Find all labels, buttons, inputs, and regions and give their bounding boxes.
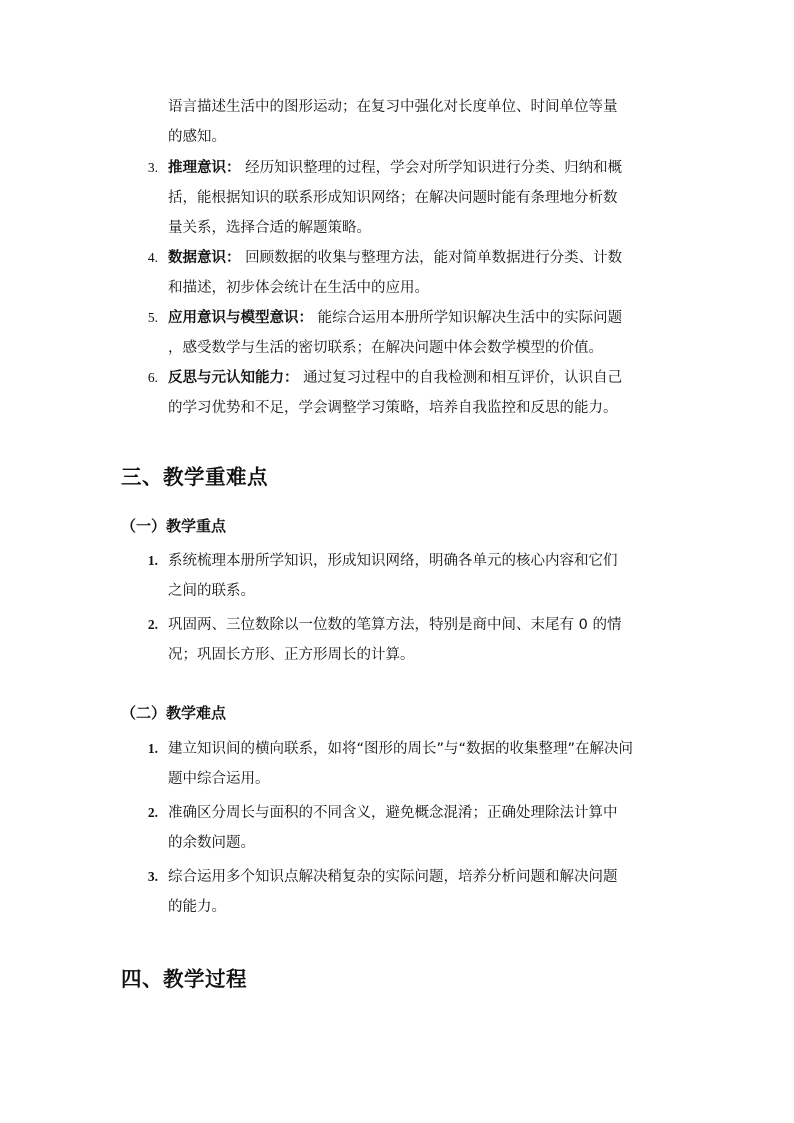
goal-item-4: [0, 243, 794, 303]
goal-item-3: [0, 153, 794, 243]
difficult-point-text: 题中综合运用。: [168, 771, 270, 787]
section-heading-3: 三、教学重难点: [121, 465, 268, 489]
difficult-point-number: 2.: [147, 805, 158, 820]
intro-item: [0, 92, 794, 152]
key-point-text: 系统梳理本册所学知识，形成知识网络，明确各单元的核心内容和它们: [168, 553, 618, 569]
goal-text: 经历知识整理的过程，学会对所学知识进行分类、归纳和概: [240, 160, 623, 176]
difficult-point-number: 3.: [147, 869, 158, 884]
goal-number: 6.: [147, 370, 158, 385]
difficult-point-text: 建立知识间的横向联系，如将“图形的周长”与“数据的收集整理”在解决问: [168, 741, 634, 757]
subheading-difficult-points: （二）教学难点: [121, 704, 227, 722]
difficult-point-item: [0, 798, 794, 858]
goal-text: 括，能根据知识的联系形成知识网络；在解决问题时能有条理地分析数: [168, 190, 618, 206]
goal-number: 4.: [147, 250, 158, 265]
key-point-text: 巩固两、三位数除以一位数的笔算方法，特别是商中间、末尾有 0 的情: [168, 617, 622, 633]
key-point-text: 之间的联系。: [168, 583, 255, 599]
goal-item-5: [0, 303, 794, 363]
difficult-points-list: [0, 734, 794, 922]
goal-text: 的学习优势和不足，学会调整学习策略，培养自我监控和反思的能力。: [168, 400, 618, 416]
goal-text: 能综合运用本册所学知识解决生活中的实际问题: [313, 310, 623, 326]
goal-item-6: [0, 363, 794, 423]
key-points-list: [0, 546, 794, 670]
intro-line-2: 的感知。: [168, 129, 226, 145]
key-point-text: 况；巩固长方形、正方形周长的计算。: [168, 647, 415, 663]
key-point-number: 2.: [147, 617, 158, 632]
subheading-key-points: （一）教学重点: [121, 517, 227, 535]
key-point-item: [0, 610, 794, 670]
goal-title: 推理意识：: [168, 160, 241, 176]
goal-text: 通过复习过程中的自我检测和相互评价，认识自己: [298, 370, 623, 386]
goal-text: ，感受数学与生活的密切联系；在解决问题中体会数学模型的价值。: [168, 340, 603, 356]
difficult-point-text: 综合运用多个知识点解决稍复杂的实际问题，培养分析问题和解决问题: [168, 869, 618, 885]
goal-text: 回顾数据的收集与整理方法，能对简单数据进行分类、计数: [240, 250, 623, 266]
difficult-point-text: 的余数问题。: [168, 835, 255, 851]
difficult-point-number: 1.: [147, 741, 158, 756]
section-heading-4: 四、教学过程: [121, 967, 247, 991]
goal-title: 应用意识与模型意识：: [168, 310, 313, 326]
goal-text: 和描述，初步体会统计在生活中的应用。: [168, 280, 429, 296]
difficult-point-item: [0, 734, 794, 794]
goal-number: 5.: [147, 310, 158, 325]
intro-line-1: 语言描述生活中的图形运动；在复习中强化对长度单位、时间单位等量: [168, 99, 618, 115]
goal-number: 3.: [147, 160, 158, 175]
difficult-point-item: [0, 862, 794, 922]
goals-list: [0, 153, 794, 423]
goal-title: 反思与元认知能力：: [168, 370, 299, 386]
goal-title: 数据意识：: [168, 250, 241, 266]
goal-text: 量关系，选择合适的解题策略。: [168, 220, 371, 236]
key-point-number: 1.: [147, 553, 158, 568]
difficult-point-text: 准确区分周长与面积的不同含义，避免概念混淆；正确处理除法计算中: [168, 805, 618, 821]
difficult-point-text: 的能力。: [168, 899, 226, 915]
key-point-item: [0, 546, 794, 606]
intro-paragraph: [0, 92, 794, 152]
